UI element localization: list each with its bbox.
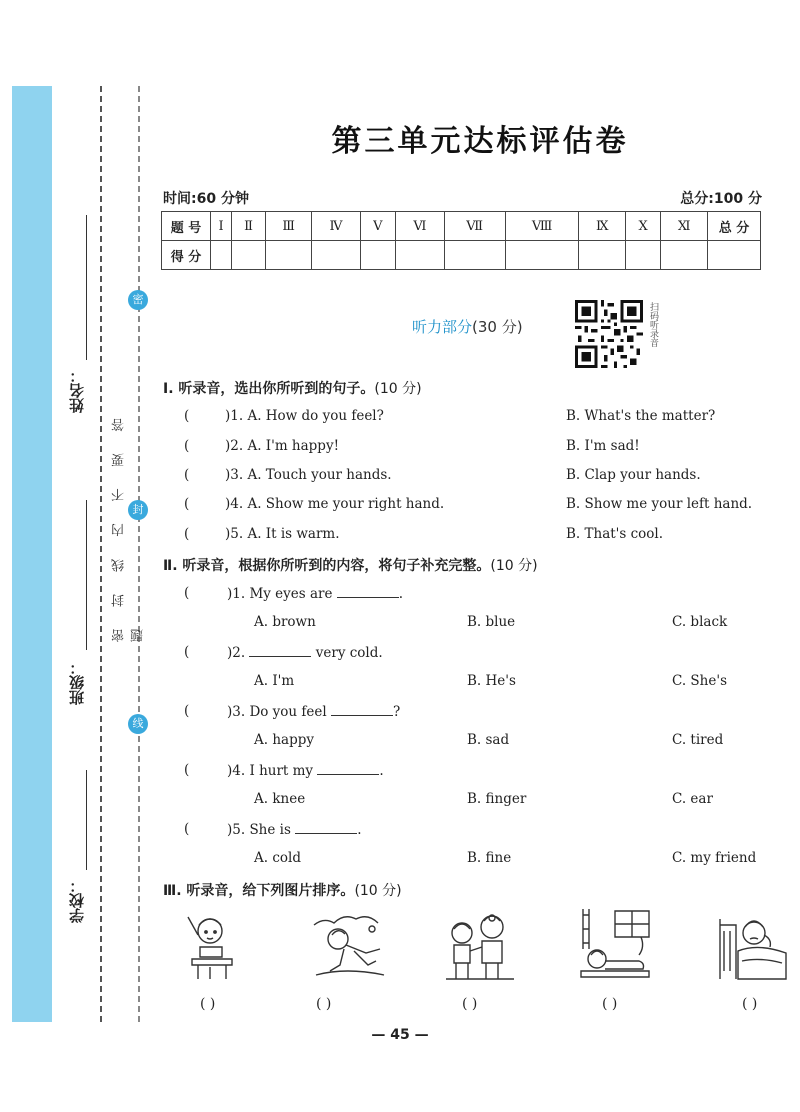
fill-blank[interactable] xyxy=(331,703,393,716)
row-label-score: 得 分 xyxy=(162,241,211,270)
class-label: 班级： xyxy=(68,660,86,705)
option-b: B. He's xyxy=(467,673,516,689)
option-a: A. brown xyxy=(254,614,316,630)
option-b: B. I'm sad! xyxy=(566,438,640,454)
fill-blank[interactable] xyxy=(337,585,399,598)
score-cell[interactable] xyxy=(396,241,444,270)
option-b: B. sad xyxy=(467,732,510,748)
option-a: )1. A. How do you feel? xyxy=(225,408,384,424)
class-blank xyxy=(86,500,87,650)
score-cell[interactable] xyxy=(505,241,579,270)
seal-note: 密 封 线 内 不 要 答 题 xyxy=(112,409,146,642)
option-b: B. What's the matter? xyxy=(566,408,716,424)
sentence: )2. very cold. xyxy=(227,645,383,661)
seal-dot-xian: 线 xyxy=(128,714,148,734)
option-c: C. my friend xyxy=(672,850,757,866)
answer-paren[interactable]: ( xyxy=(184,644,190,660)
option-b: B. fine xyxy=(467,850,512,866)
answer-paren[interactable]: ( xyxy=(184,821,190,837)
picture-2-answer[interactable]: ( ) xyxy=(316,996,332,1012)
option-a: )3. A. Touch your hands. xyxy=(225,467,392,483)
option-c: C. tired xyxy=(672,732,724,748)
option-a: A. knee xyxy=(254,791,306,807)
section-1-title: Ⅰ. 听录音，选出你所听到的句子。(10 分) xyxy=(163,381,422,397)
section-2-title: Ⅱ. 听录音，根据你所听到的内容，将句子补充完整。(10 分) xyxy=(163,558,538,574)
col-6: Ⅵ xyxy=(396,212,444,241)
option-a: A. I'm xyxy=(254,673,295,689)
school-blank xyxy=(86,770,87,870)
score-cell[interactable] xyxy=(579,241,626,270)
option-a: A. happy xyxy=(254,732,314,748)
col-7: Ⅶ xyxy=(444,212,505,241)
child-sick-in-bed-picture xyxy=(712,905,792,985)
col-4: Ⅳ xyxy=(312,212,360,241)
col-8: Ⅷ xyxy=(505,212,579,241)
col-3: Ⅲ xyxy=(265,212,312,241)
page-title: 第三单元达标评估卷 xyxy=(331,124,629,159)
score-table-header-row xyxy=(162,212,761,241)
child-lying-picture xyxy=(575,905,655,985)
sentence: )4. I hurt my . xyxy=(227,763,384,779)
school-label: 学校： xyxy=(68,878,86,923)
boy-raising-hand-picture xyxy=(172,905,252,985)
page-number: — 45 — xyxy=(371,1027,429,1043)
option-a: )4. A. Show me your right hand. xyxy=(225,496,445,512)
answer-paren[interactable]: ( xyxy=(184,408,190,424)
name-blank xyxy=(86,215,87,360)
score-cell[interactable] xyxy=(661,241,708,270)
fill-blank[interactable] xyxy=(295,821,357,834)
option-a: A. cold xyxy=(254,850,301,866)
option-b: B. Clap your hands. xyxy=(566,467,701,483)
option-c: C. ear xyxy=(672,791,713,807)
col-11: Ⅺ xyxy=(661,212,708,241)
answer-paren[interactable]: ( xyxy=(184,438,190,454)
option-c: C. black xyxy=(672,614,728,630)
sentence: )1. My eyes are . xyxy=(227,586,404,602)
score-table xyxy=(161,211,761,270)
option-b: B. That's cool. xyxy=(566,526,664,542)
answer-paren[interactable]: ( xyxy=(184,585,190,601)
binding-strip xyxy=(12,86,52,1022)
total-score: 总分:100 分 xyxy=(680,191,762,207)
fill-blank[interactable] xyxy=(249,644,311,657)
cut-line xyxy=(100,86,102,1022)
col-total: 总 分 xyxy=(708,212,761,241)
score-cell[interactable] xyxy=(211,241,232,270)
sentence: )5. She is . xyxy=(227,822,362,838)
score-cell[interactable] xyxy=(708,241,761,270)
doctor-examining-picture xyxy=(440,905,520,985)
score-cell[interactable] xyxy=(444,241,505,270)
answer-paren[interactable]: ( xyxy=(184,526,190,542)
listening-heading: 听力部分(30 分) xyxy=(412,318,523,336)
sentence: )3. Do you feel ? xyxy=(227,704,401,720)
name-label: 姓名： xyxy=(68,368,86,413)
answer-paren[interactable]: ( xyxy=(184,496,190,512)
score-cell[interactable] xyxy=(265,241,312,270)
section-3-title: Ⅲ. 听录音，给下列图片排序。(10 分) xyxy=(163,883,402,899)
qr-code-icon[interactable] xyxy=(575,300,643,368)
answer-paren[interactable]: ( xyxy=(184,467,190,483)
col-1: Ⅰ xyxy=(211,212,232,241)
picture-5-answer[interactable]: ( ) xyxy=(742,996,758,1012)
answer-paren[interactable]: ( xyxy=(184,703,190,719)
col-9: Ⅸ xyxy=(579,212,626,241)
col-2: Ⅱ xyxy=(232,212,266,241)
col-5: Ⅴ xyxy=(360,212,396,241)
score-cell[interactable] xyxy=(360,241,396,270)
picture-3-answer[interactable]: ( ) xyxy=(462,996,478,1012)
option-b: B. Show me your left hand. xyxy=(566,496,753,512)
option-c: C. She's xyxy=(672,673,728,689)
child-falling-picture xyxy=(310,905,390,985)
row-label-number: 题 号 xyxy=(162,212,211,241)
answer-paren[interactable]: ( xyxy=(184,762,190,778)
fill-blank[interactable] xyxy=(317,762,379,775)
option-b: B. finger xyxy=(467,791,527,807)
picture-4-answer[interactable]: ( ) xyxy=(602,996,618,1012)
score-cell[interactable] xyxy=(312,241,360,270)
option-a: )2. A. I'm happy! xyxy=(225,438,339,454)
option-b: B. blue xyxy=(467,614,516,630)
score-table-score-row xyxy=(162,241,761,270)
col-10: Ⅹ xyxy=(625,212,660,241)
score-cell[interactable] xyxy=(232,241,266,270)
option-a: )5. A. It is warm. xyxy=(225,526,340,542)
qr-note: 扫码听录音 xyxy=(648,302,658,347)
score-cell[interactable] xyxy=(625,241,660,270)
seal-dot-mi: 密 xyxy=(128,290,148,310)
time-limit: 时间:60 分钟 xyxy=(163,191,249,207)
picture-1-answer[interactable]: ( ) xyxy=(200,996,216,1012)
seal-dot-feng: 封 xyxy=(128,500,148,520)
